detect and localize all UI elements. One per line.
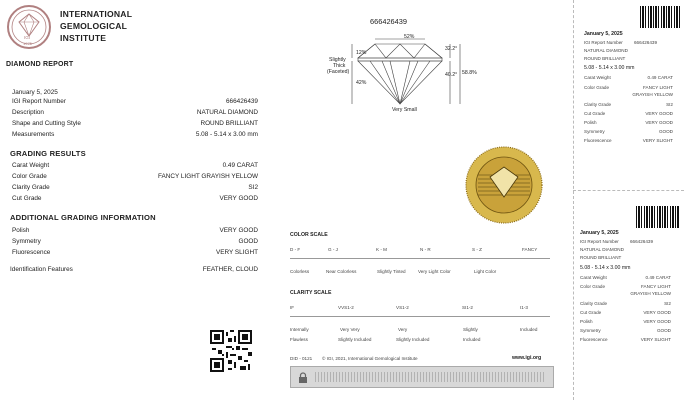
clarity-desc2-vs: Slightly Included: [396, 337, 430, 342]
stub1-fluor-value: VERY SLIGHT: [642, 138, 673, 143]
stub2-meas: 5.08 - 5.14 x 3.00 mm: [580, 265, 631, 271]
color-scale-title: COLOR SCALE: [290, 232, 328, 238]
color-grade-fancy: FANCY: [522, 247, 538, 252]
stub2-symmetry-label: Symmetry: [580, 328, 601, 333]
description-label: Description: [12, 109, 44, 116]
clarity-scale-line: [290, 316, 550, 317]
footer-code: DID - 0121: [290, 356, 313, 361]
color-desc-very-light: Very Light Color: [418, 269, 451, 274]
stub1-clarity-value: SI2: [666, 102, 673, 107]
clarity-grade-value: SI2: [248, 184, 258, 191]
stub2-color-value: FANCY LIGHT: [640, 284, 671, 289]
color-desc-colorless: Colorless: [290, 269, 310, 274]
proportions-diagram: [330, 34, 480, 114]
stub2-carat-label: Carat Weight: [580, 275, 607, 280]
stub2-shape: ROUND BRILLIANT: [580, 255, 622, 260]
cut-grade-label: Cut Grade: [12, 195, 42, 202]
color-grade-label: Color Grade: [12, 173, 47, 180]
stub2-cut-label: Cut Grade: [580, 310, 602, 315]
security-microtext: [315, 372, 545, 382]
stub1-carat-label: Carat Weight: [584, 75, 611, 80]
total-depth: 58.8%: [462, 70, 477, 76]
polish-label: Polish: [12, 227, 30, 234]
carat-value: 0.49 CARAT: [222, 162, 258, 169]
girdle-l2: Thick: [333, 63, 346, 69]
girdle-l3: (Faceted): [327, 69, 350, 75]
logo-text: IGI: [24, 35, 31, 40]
clarity-grade-if: IF: [290, 305, 295, 310]
org-name-line3: INSTITUTE: [60, 33, 107, 43]
clarity-desc1-vvs: Very Very: [340, 327, 360, 332]
security-strip: [290, 366, 554, 388]
color-grade-km: K - M: [376, 247, 387, 252]
stub2-report-label: IGI Report Number: [580, 239, 619, 244]
stub1-clarity-label: Clarity Grade: [584, 102, 612, 107]
report-number-value: 666426439: [226, 98, 258, 105]
stub2-clarity-value: SI2: [664, 301, 671, 306]
stub1-symmetry-value: GOOD: [658, 129, 673, 134]
stub2-color-value2: GRAYISH YELLOW: [630, 291, 671, 296]
footer-copyright: © IGI, 2021, International Gemological Institute: [322, 356, 418, 361]
stub1-symmetry-label: Symmetry: [584, 129, 605, 134]
stub1-color-value2: GRAYISH YELLOW: [632, 92, 673, 97]
clarity-desc2-vvs: Slightly Included: [338, 337, 372, 342]
polish-value: VERY GOOD: [219, 227, 258, 234]
color-desc-near: Near Colorless: [326, 269, 357, 274]
carat-label: Carat Weight: [12, 162, 50, 169]
clarity-desc2-if: Flawless: [290, 337, 308, 342]
clarity-desc2-si: Included: [463, 337, 481, 342]
stub2-fluor-label: Fluorescence: [580, 337, 608, 342]
clarity-grade-si: SI1-2: [462, 305, 473, 310]
grading-results-title: GRADING RESULTS: [10, 149, 86, 158]
stub1-cut-value: VERY GOOD: [645, 111, 673, 116]
report-date: January 5, 2025: [12, 89, 58, 96]
color-desc-slightly: Slightly Tinted: [377, 269, 406, 274]
color-grade-df: D - F: [290, 247, 301, 252]
stub2-carat-value: 0.49 CARAT: [645, 275, 671, 280]
stub1-fluor-label: Fluorescence: [584, 138, 612, 143]
stub-separator: [573, 0, 574, 400]
stub2-polish-label: Polish: [580, 319, 593, 324]
crown-angle: 32.2°: [445, 46, 458, 52]
clarity-desc1-if: Internally: [290, 327, 309, 332]
cut-grade-value: VERY GOOD: [219, 195, 258, 202]
stub1-color-value: FANCY LIGHT: [642, 85, 673, 90]
logo-year: 1975: [23, 41, 32, 46]
pavilion-depth: 42%: [356, 80, 367, 86]
stub1-carat-value: 0.49 CARAT: [647, 75, 673, 80]
clarity-grade-vs: VS1-2: [396, 305, 409, 310]
clarity-desc1-i: Included: [520, 327, 538, 332]
color-grade-nr: N - R: [420, 247, 431, 252]
lock-icon: [297, 371, 309, 383]
shape-label: Shape and Cutting Style: [12, 120, 81, 127]
identification-label: Identification Features: [10, 266, 73, 273]
stub1-polish-value: VERY GOOD: [645, 120, 673, 125]
color-scale-line: [290, 258, 550, 259]
color-grade-gj: G - J: [328, 247, 338, 252]
color-grade-sz: S - Z: [472, 247, 482, 252]
culet: Very Small: [392, 107, 417, 113]
clarity-scale-title: CLARITY SCALE: [290, 290, 332, 296]
stub1-barcode: [640, 6, 680, 28]
measurements-value: 5.08 - 5.14 x 3.00 mm: [195, 131, 258, 138]
org-name-line1: INTERNATIONAL: [60, 9, 133, 19]
igi-seal-image: [458, 145, 550, 225]
additional-info-title: ADDITIONAL GRADING INFORMATION: [10, 213, 156, 222]
clarity-desc1-vs: Very: [398, 327, 408, 332]
org-name-line2: GEMOLOGICAL: [60, 21, 128, 31]
fluorescence-label: Fluorescence: [12, 249, 51, 256]
color-desc-light: Light Color: [474, 269, 497, 274]
stub2-barcode: [636, 206, 680, 228]
stub-divider: [573, 190, 684, 191]
description-value: NATURAL DIAMOND: [196, 109, 258, 116]
stub1-date: January 5, 2025: [584, 31, 623, 37]
header-report-number: 666426439: [370, 17, 407, 26]
stub2-clarity-label: Clarity Grade: [580, 301, 608, 306]
clarity-grade-i: I1-3: [520, 305, 528, 310]
stub2-polish-value: VERY GOOD: [643, 319, 671, 324]
table-percent: 52%: [404, 34, 415, 40]
report-number-label: IGI Report Number: [12, 98, 66, 105]
stub1-report-label: IGI Report Number: [584, 40, 623, 45]
stub1-meas: 5.08 - 5.14 x 3.00 mm: [584, 65, 635, 71]
symmetry-value: GOOD: [238, 238, 258, 245]
stub2-fluor-value: VERY SLIGHT: [640, 337, 671, 342]
fluorescence-value: VERY SLIGHT: [215, 249, 258, 256]
stub1-polish-label: Polish: [584, 120, 597, 125]
qr-code[interactable]: [210, 330, 252, 372]
stub1-cut-label: Cut Grade: [584, 111, 606, 116]
pavilion-angle: 40.2°: [445, 72, 458, 78]
stub2-cut-value: VERY GOOD: [643, 310, 671, 315]
clarity-grade-vvs: VVS1-2: [338, 305, 354, 310]
girdle-l1: Slightly: [329, 57, 346, 63]
identification-value: FEATHER, CLOUD: [202, 266, 258, 273]
stub1-color-label: Color Grade: [584, 85, 610, 90]
stub2-desc: NATURAL DIAMOND: [580, 247, 624, 252]
shape-value: ROUND BRILLIANT: [200, 120, 258, 127]
report-title: DIAMOND REPORT: [6, 61, 74, 68]
footer-url[interactable]: www.igi.org: [512, 355, 542, 361]
clarity-grade-label: Clarity Grade: [12, 184, 50, 191]
stub1-desc: NATURAL DIAMOND: [584, 48, 628, 53]
color-grade-value: FANCY LIGHT GRAYISH YELLOW: [157, 173, 258, 180]
stub2-report-no: 666426439: [630, 239, 653, 244]
stub2-color-label: Color Grade: [580, 284, 606, 289]
stub1-shape: ROUND BRILLIANT: [584, 56, 626, 61]
symmetry-label: Symmetry: [12, 238, 41, 245]
stub1-report-no: 666426439: [634, 40, 657, 45]
stub2-symmetry-value: GOOD: [656, 328, 671, 333]
clarity-desc1-si: Slightly: [463, 327, 478, 332]
crown-height: 12%: [356, 50, 367, 56]
igi-logo: [6, 4, 52, 50]
stub2-date: January 5, 2025: [580, 230, 619, 236]
measurements-label: Measurements: [12, 131, 55, 138]
